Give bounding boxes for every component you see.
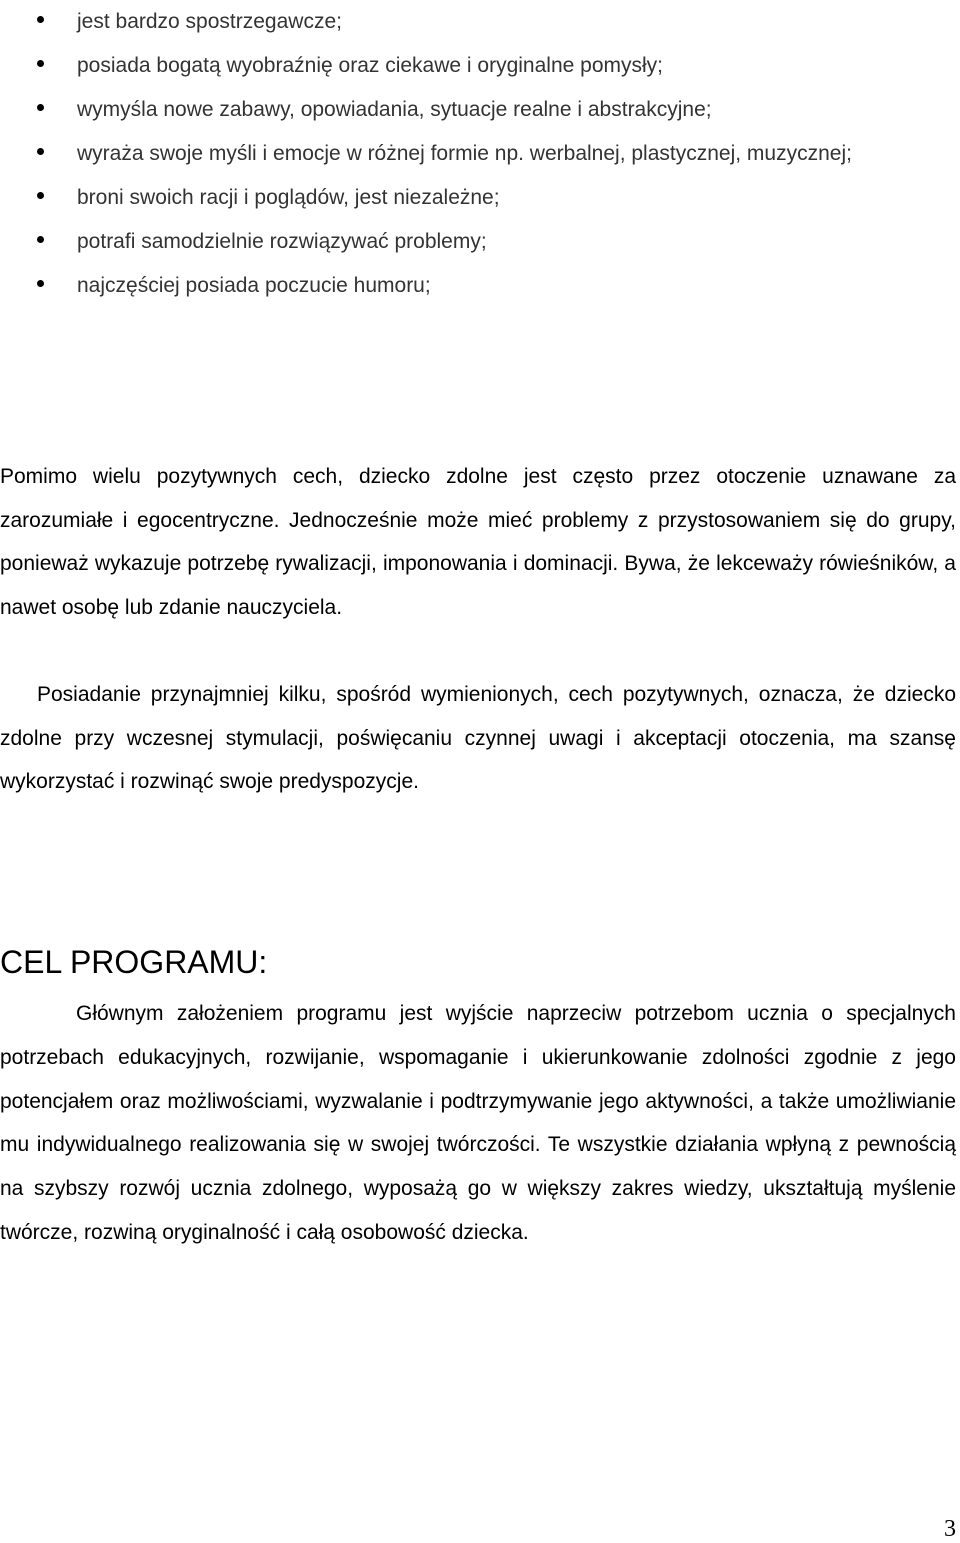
bullet-icon [37, 192, 44, 199]
paragraph-social-challenges: Pomimo wielu pozytywnych cech, dziecko zdolne jest często przez otoczenie uznawane za zarozumiałe i egocentryczne. Jednocześnie może mieć problemy z przystosowaniem się do grupy, ponieważ wykazuje potrzebę rywalizacji, imponowania i dominacji. Bywa, że lekceważy rówieśników, a nawet osobę lub zdanie nauczyciela. [0, 465, 956, 619]
section-heading: CEL PROGRAMU: [0, 944, 268, 980]
list-item-text: posiada bogatą wyobraźnię oraz ciekawe i oryginalne pomysły; [77, 54, 663, 77]
list-item-text: wymyśla nowe zabawy, opowiadania, sytuacje realne i abstrakcyjne; [77, 98, 712, 121]
list-item-text: jest bardzo spostrzegawcze; [77, 10, 342, 33]
list-item-text: potrafi samodzielnie rozwiązywać problemy; [77, 230, 487, 253]
list-item [0, 132, 960, 176]
list-item-text: broni swoich racji i poglądów, jest niezależne; [77, 186, 500, 209]
list-item [0, 176, 960, 220]
page-number: 3 [944, 1516, 956, 1542]
bullet-icon [37, 104, 44, 111]
list-item [0, 44, 960, 88]
bullet-icon [37, 236, 44, 243]
list-item [0, 264, 960, 308]
list-item-text: wyraża swoje myśli i emocje w różnej formie np. werbalnej, plastycznej, muzycznej; [77, 142, 852, 165]
list-item [0, 0, 960, 44]
bullet-icon [37, 280, 44, 287]
paragraph-program-goal: Głównym założeniem programu jest wyjście naprzeciw potrzebom ucznia o specjalnych potrzebach edukacyjnych, rozwijanie, wspomaganie i ukierunkowanie zdolności zgodnie z jego potencjałem oraz możliwościami, wyzwalanie i podtrzymywanie jego aktywności, a także umożliwianie mu indywidualnego realizowania się w swojej twórczości. Te wszystkie działania wpłyną z pewnością na szybszy rozwój ucznia zdolnego, wyposażą go w większy zakres wiedzy, ukształtują myślenie twórcze, rozwiną oryginalność i całą osobowość dziecka. [0, 1002, 956, 1244]
list-item [0, 220, 960, 264]
paragraph-potential: Posiadanie przynajmniej kilku, spośród wymienionych, cech pozytywnych, oznacza, że dziecko zdolne przy wczesnej stymulacji, poświęcaniu czynnej uwagi i akceptacji otoczenia, ma szansę wykorzystać i rozwinąć swoje predyspozycje. [0, 683, 956, 793]
list-item-text: najczęściej posiada poczucie humoru; [77, 274, 431, 297]
list-item [0, 88, 960, 132]
bullet-icon [37, 60, 44, 67]
bullet-icon [37, 16, 44, 23]
bullet-icon [37, 148, 44, 155]
traits-bullet-list [0, 0, 960, 308]
